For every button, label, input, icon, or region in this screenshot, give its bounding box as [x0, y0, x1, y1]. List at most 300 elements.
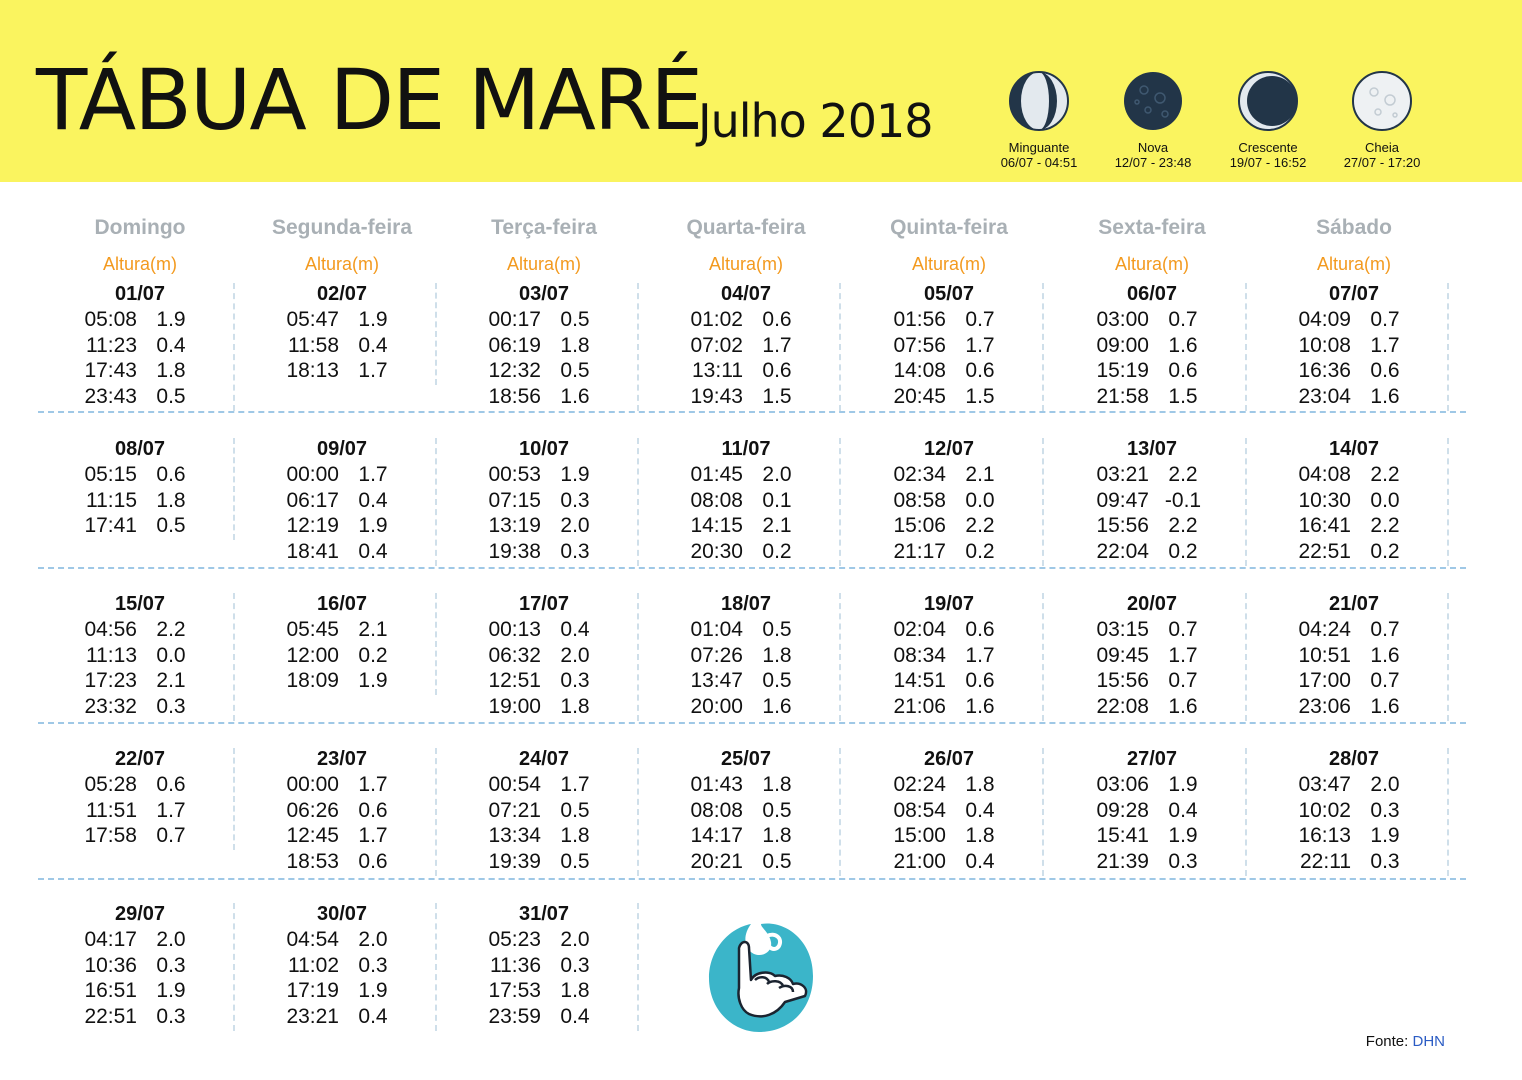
tide-time: 07:21	[488, 798, 541, 822]
tide-time: 22:51	[84, 1004, 137, 1028]
tide-time: 13:19	[488, 514, 541, 537]
tide-height: 0.3	[560, 539, 590, 563]
day-cell	[1253, 591, 1455, 719]
tide-time: 20:30	[690, 539, 743, 563]
tide-time: 17:19	[286, 979, 339, 1002]
tide-height: 1.9	[358, 979, 388, 1002]
tide-height: 2.2	[1168, 463, 1198, 486]
tide-time: 23:32	[84, 694, 137, 718]
tide-height: 1.5	[762, 384, 792, 408]
day-cell	[1253, 281, 1455, 409]
tide-height: 0.7	[1168, 308, 1198, 331]
tide-time: 15:00	[893, 824, 946, 847]
tide-height: 2.2	[156, 618, 186, 641]
tide-height: 1.7	[560, 773, 590, 796]
tide-entry	[1051, 668, 1253, 694]
tide-time: 16:41	[1298, 514, 1351, 537]
tide-time: 05:28	[84, 773, 137, 796]
day-date: 09/07	[316, 438, 368, 460]
tide-height: 0.4	[965, 798, 995, 822]
tide-height: 2.2	[1168, 514, 1198, 537]
tide-time: 11:13	[86, 643, 137, 667]
new-moon-icon	[1122, 70, 1184, 132]
column-divider	[1042, 593, 1044, 721]
tide-entry	[1051, 823, 1253, 849]
tide-entry	[645, 513, 847, 539]
tide-entry	[1051, 539, 1253, 565]
tide-time: 12:19	[286, 514, 339, 537]
source-link[interactable]: DHN	[1412, 1033, 1445, 1050]
tide-time: 20:00	[690, 694, 743, 718]
day-cell	[1051, 281, 1253, 409]
tide-entry	[443, 668, 645, 694]
tide-time: 08:34	[893, 643, 946, 667]
weekday-header: Quarta-feira	[686, 216, 806, 239]
tide-entry	[443, 772, 645, 798]
tide-height: 0.3	[560, 953, 590, 977]
tide-time: 16:51	[84, 979, 137, 1002]
tide-time: 03:00	[1096, 308, 1149, 331]
tide-time: 10:51	[1298, 643, 1351, 667]
tide-time: 14:17	[690, 824, 743, 847]
tide-time: 09:45	[1096, 643, 1149, 667]
column-divider	[233, 748, 235, 850]
tide-height: 1.9	[156, 308, 186, 331]
tide-entry	[645, 823, 847, 849]
day-date: 14/07	[1328, 438, 1380, 460]
day-cell	[848, 281, 1050, 409]
source-label: Fonte:	[1365, 1033, 1409, 1050]
column-divider	[435, 283, 437, 385]
tide-entry	[241, 358, 443, 384]
tide-entry	[1253, 307, 1455, 333]
day-cell	[39, 436, 241, 539]
tide-entry	[1051, 358, 1253, 384]
day-cell	[39, 281, 241, 409]
tide-entry	[39, 953, 241, 979]
tide-height: 0.5	[156, 384, 186, 408]
tide-height: 0.7	[156, 824, 186, 847]
tide-height: 0.2	[1168, 539, 1198, 563]
tide-height: 2.2	[1370, 463, 1400, 486]
tide-height: 0.4	[358, 333, 388, 357]
tide-entry	[848, 643, 1050, 669]
tide-height: 1.8	[560, 979, 590, 1002]
day-cell	[645, 746, 847, 874]
day-date: 01/07	[114, 283, 166, 305]
day-date: 12/07	[923, 438, 975, 460]
day-date: 17/07	[518, 593, 570, 615]
tide-height: 1.9	[358, 308, 388, 331]
column-divider	[233, 593, 235, 721]
tide-height: 1.6	[1370, 694, 1400, 718]
tide-entry	[645, 333, 847, 359]
tide-time: 22:08	[1096, 694, 1149, 718]
tide-height: 0.3	[560, 488, 590, 512]
tide-height: 2.0	[560, 643, 590, 667]
tide-height: 1.5	[965, 384, 995, 408]
column-divider	[839, 438, 841, 566]
tide-time: 12:45	[286, 824, 339, 847]
tide-height: 0.3	[358, 953, 388, 977]
day-date: 15/07	[114, 593, 166, 615]
tide-entry	[39, 384, 241, 410]
row-divider	[38, 722, 1466, 724]
day-date: 06/07	[1126, 283, 1178, 305]
tide-height: 0.5	[560, 798, 590, 822]
tide-entry	[443, 927, 645, 953]
tide-height: 1.7	[762, 333, 792, 357]
tide-time: 01:04	[690, 618, 743, 641]
logo	[705, 918, 817, 1041]
tide-height: 1.8	[762, 824, 792, 847]
tide-time: 21:17	[893, 539, 946, 563]
tide-height: 0.4	[358, 488, 388, 512]
tide-entry	[241, 539, 443, 565]
tide-height: 1.9	[358, 514, 388, 537]
tide-entry	[39, 488, 241, 514]
tide-entry	[1253, 462, 1455, 488]
tide-entry	[1051, 694, 1253, 720]
tide-entry	[848, 798, 1050, 824]
day-date: 27/07	[1126, 748, 1178, 770]
day-date: 19/07	[923, 593, 975, 615]
day-cell	[443, 901, 645, 1029]
tide-entry	[1253, 849, 1455, 875]
tide-entry	[241, 333, 443, 359]
tide-height: 0.7	[1370, 618, 1400, 641]
tide-time: 00:17	[488, 308, 541, 331]
row-divider	[38, 878, 1466, 880]
day-cell	[241, 436, 443, 564]
tide-time: 04:56	[84, 618, 137, 641]
tide-time: 11:23	[86, 333, 137, 357]
day-cell	[241, 746, 443, 874]
tide-height: 1.7	[156, 798, 186, 822]
column-divider	[1447, 283, 1449, 411]
tide-entry	[1253, 488, 1455, 514]
tide-time: 21:39	[1096, 849, 1149, 873]
tide-height: 0.3	[560, 669, 590, 692]
tide-time: 18:13	[286, 359, 339, 382]
tide-entry	[241, 772, 443, 798]
tide-height: 0.6	[358, 849, 388, 873]
day-cell	[241, 281, 443, 384]
tide-entry	[241, 617, 443, 643]
height-unit-label: Altura(m)	[911, 254, 986, 274]
tide-height: 1.7	[1370, 333, 1400, 357]
tide-height: 0.6	[1168, 359, 1198, 382]
height-unit-label: Altura(m)	[102, 254, 177, 274]
day-cell	[1253, 746, 1455, 874]
day-cell	[39, 591, 241, 719]
moon-phase-date: 06/07 - 04:51	[1000, 155, 1078, 170]
tide-entry	[443, 694, 645, 720]
column-divider	[637, 903, 639, 1031]
column-divider	[1245, 283, 1247, 411]
tide-entry	[443, 462, 645, 488]
tide-height: 0.7	[1168, 618, 1198, 641]
tide-time: 07:02	[690, 333, 743, 357]
tide-height: 0.2	[965, 539, 995, 563]
day-date: 29/07	[114, 903, 166, 925]
waning-moon-icon	[1008, 70, 1070, 132]
column-divider	[637, 283, 639, 411]
column-divider	[839, 593, 841, 721]
tide-height: 2.2	[965, 514, 995, 537]
tide-time: 06:26	[286, 798, 339, 822]
tide-height: 1.7	[358, 824, 388, 847]
tide-time: 15:06	[893, 514, 946, 537]
tide-time: 17:43	[84, 359, 137, 382]
tide-entry	[241, 1004, 443, 1030]
tide-entry	[443, 333, 645, 359]
tide-height: 0.6	[762, 308, 792, 331]
tide-time: 17:53	[488, 979, 541, 1002]
tide-height: 1.8	[762, 773, 792, 796]
tide-time: 08:54	[893, 798, 946, 822]
day-date: 11/07	[721, 438, 771, 460]
tide-height: 0.6	[965, 669, 995, 692]
tide-entry	[39, 798, 241, 824]
tide-time: 09:47	[1096, 488, 1149, 512]
tide-time: 23:43	[84, 384, 137, 408]
tide-time: 15:56	[1096, 514, 1149, 537]
tide-entry	[1253, 384, 1455, 410]
tide-height: 2.1	[965, 463, 995, 486]
tide-height: -0.1	[1164, 488, 1202, 512]
tide-time: 12:51	[488, 669, 541, 692]
tide-time: 17:00	[1298, 669, 1351, 692]
day-cell	[645, 591, 847, 719]
moon-phase-cheia	[1322, 70, 1442, 170]
day-date: 21/07	[1328, 593, 1380, 615]
column-divider	[435, 748, 437, 876]
day-cell	[241, 591, 443, 694]
day-cell	[645, 436, 847, 564]
tide-height: 0.5	[560, 849, 590, 873]
day-cell	[1051, 746, 1253, 874]
moon-phase-name: Nova	[1137, 140, 1169, 155]
tide-entry	[241, 798, 443, 824]
tide-time: 17:58	[84, 824, 137, 847]
tide-entry	[1253, 772, 1455, 798]
tide-entry	[443, 358, 645, 384]
tide-time: 01:56	[893, 308, 946, 331]
tide-entry	[645, 849, 847, 875]
tide-time: 09:28	[1096, 798, 1149, 822]
tide-entry	[443, 307, 645, 333]
tide-entry	[443, 384, 645, 410]
column-divider	[1245, 438, 1247, 566]
tide-time: 22:51	[1298, 539, 1351, 563]
tide-height: 0.4	[358, 539, 388, 563]
tide-entry	[645, 462, 847, 488]
tide-entry	[1051, 513, 1253, 539]
column-divider	[1245, 593, 1247, 721]
tide-entry	[443, 849, 645, 875]
waxing-moon-icon	[1237, 70, 1299, 132]
moon-phase-crescente	[1208, 70, 1328, 170]
tide-entry	[241, 462, 443, 488]
tide-height: 0.6	[358, 798, 388, 822]
tide-height: 1.7	[358, 773, 388, 796]
tide-entry	[241, 927, 443, 953]
tide-entry	[443, 798, 645, 824]
tide-time: 18:41	[286, 539, 339, 563]
day-cell	[443, 281, 645, 409]
tide-time: 14:15	[690, 514, 743, 537]
tide-height: 1.8	[560, 824, 590, 847]
moon-phase-minguante	[979, 70, 1099, 170]
height-unit-label: Altura(m)	[708, 254, 783, 274]
tide-entry	[848, 307, 1050, 333]
tide-height: 1.9	[560, 463, 590, 486]
day-date: 20/07	[1126, 593, 1178, 615]
tide-time: 04:08	[1298, 463, 1351, 486]
weekday-header: Segunda-feira	[271, 216, 413, 239]
tide-entry	[1051, 643, 1253, 669]
tide-time: 04:54	[286, 928, 339, 951]
column-divider	[637, 748, 639, 876]
tide-time: 08:58	[893, 488, 946, 512]
tide-entry	[39, 694, 241, 720]
tide-time: 19:39	[488, 849, 541, 873]
tide-height: 1.8	[762, 643, 792, 667]
tide-entry	[443, 1004, 645, 1030]
tide-entry	[645, 488, 847, 514]
tide-time: 18:56	[488, 384, 541, 408]
tide-time: 18:09	[286, 669, 339, 692]
tide-time: 05:47	[286, 308, 339, 331]
tide-height: 0.6	[965, 618, 995, 641]
tide-entry	[848, 539, 1050, 565]
source-note	[1366, 1033, 1445, 1050]
tide-entry	[39, 927, 241, 953]
day-date: 22/07	[114, 748, 166, 770]
tide-time: 15:19	[1096, 359, 1149, 382]
tide-entry	[39, 617, 241, 643]
moon-phase-name: Minguante	[1008, 140, 1070, 155]
day-cell	[443, 591, 645, 719]
tide-entry	[1253, 333, 1455, 359]
tide-time: 21:00	[893, 849, 946, 873]
tide-time: 15:41	[1096, 824, 1149, 847]
tide-time: 18:53	[286, 849, 339, 873]
tide-time: 11:02	[288, 953, 339, 977]
tide-height: 0.7	[1370, 669, 1400, 692]
tide-time: 19:00	[488, 694, 541, 718]
tide-entry	[645, 643, 847, 669]
tide-time: 05:45	[286, 618, 339, 641]
column-divider	[839, 748, 841, 876]
day-cell	[241, 901, 443, 1029]
tide-height: 0.1	[762, 488, 792, 512]
day-date: 23/07	[316, 748, 368, 770]
tide-time: 06:19	[488, 333, 541, 357]
height-unit-label: Altura(m)	[304, 254, 379, 274]
day-cell	[443, 436, 645, 564]
tide-time: 19:43	[690, 384, 743, 408]
tide-time: 11:51	[86, 798, 137, 822]
day-cell	[1051, 591, 1253, 719]
tide-time: 01:43	[690, 773, 743, 796]
day-date: 16/07	[316, 593, 368, 615]
tide-height: 1.8	[560, 333, 590, 357]
tide-entry	[443, 978, 645, 1004]
day-date: 24/07	[518, 748, 570, 770]
tide-time: 22:11	[1300, 849, 1351, 873]
tide-entry	[241, 668, 443, 694]
day-cell	[1051, 436, 1253, 564]
day-cell	[1253, 436, 1455, 564]
tide-entry	[1051, 772, 1253, 798]
tide-entry	[443, 953, 645, 979]
tide-height: 1.8	[560, 694, 590, 718]
height-unit-label: Altura(m)	[1316, 254, 1391, 274]
tide-time: 23:21	[286, 1004, 339, 1028]
day-date: 18/07	[720, 593, 772, 615]
tide-time: 08:08	[690, 488, 743, 512]
weekday-header: Sábado	[1316, 216, 1392, 239]
tide-height: 1.8	[965, 773, 995, 796]
tide-time: 23:04	[1298, 384, 1351, 408]
tide-entry	[645, 539, 847, 565]
tide-height: 0.6	[156, 773, 186, 796]
tide-height: 2.0	[560, 928, 590, 951]
tide-entry	[848, 823, 1050, 849]
tide-height: 1.9	[1370, 824, 1400, 847]
column-divider	[233, 903, 235, 1031]
tide-entry	[645, 384, 847, 410]
tide-time: 17:23	[84, 669, 137, 692]
tide-entry	[848, 384, 1050, 410]
tide-time: 11:58	[288, 333, 339, 357]
tide-height: 1.7	[965, 643, 995, 667]
tide-entry	[39, 307, 241, 333]
column-divider	[1245, 748, 1247, 876]
tide-height: 1.7	[965, 333, 995, 357]
tide-entry	[39, 462, 241, 488]
tide-height: 2.1	[762, 514, 792, 537]
day-date: 31/07	[518, 903, 570, 925]
tide-time: 00:00	[286, 463, 339, 486]
tide-time: 05:08	[84, 308, 137, 331]
tide-time: 07:26	[690, 643, 743, 667]
tide-time: 04:17	[84, 928, 137, 951]
tide-height: 2.1	[156, 669, 186, 692]
tide-time: 22:04	[1096, 539, 1149, 563]
tide-height: 1.7	[358, 463, 388, 486]
tide-height: 0.4	[156, 333, 186, 357]
tide-entry	[848, 462, 1050, 488]
tide-time: 23:59	[488, 1004, 541, 1028]
tide-height: 2.0	[560, 514, 590, 537]
day-date: 25/07	[720, 748, 772, 770]
tide-time: 03:06	[1096, 773, 1149, 796]
tide-entry	[39, 1004, 241, 1030]
day-date: 08/07	[114, 438, 166, 460]
day-date: 04/07	[720, 283, 772, 305]
day-date: 10/07	[518, 438, 570, 460]
tide-height: 1.5	[1168, 384, 1198, 408]
tide-entry	[1253, 668, 1455, 694]
tide-height: 1.8	[965, 824, 995, 847]
tide-time: 01:02	[690, 308, 743, 331]
tide-height: 1.6	[1168, 694, 1198, 718]
tide-time: 13:34	[488, 824, 541, 847]
tide-height: 0.7	[1370, 308, 1400, 331]
